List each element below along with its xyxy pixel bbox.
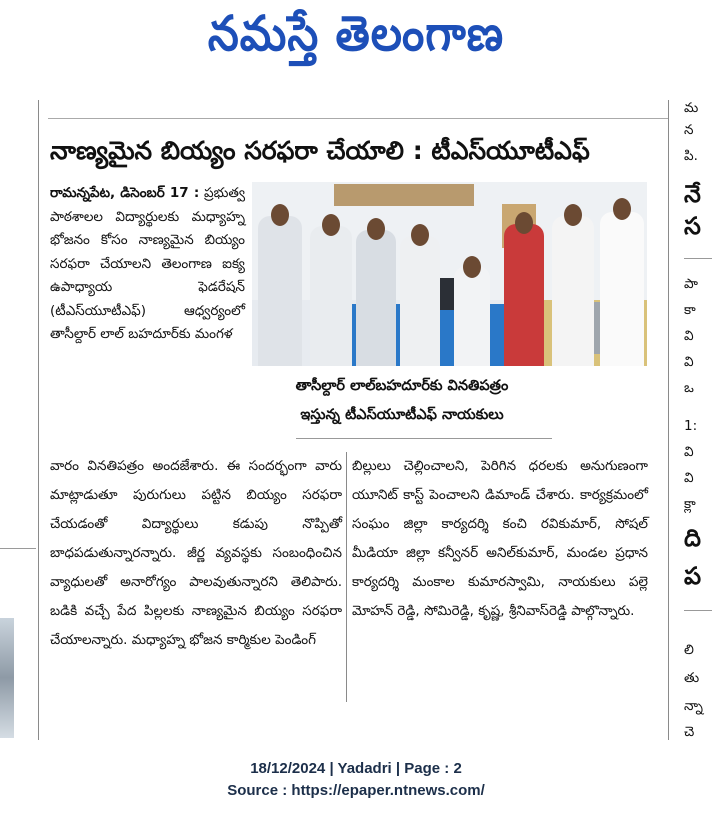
right-strip-line: స (684, 212, 701, 240)
article-column-1 (50, 182, 245, 347)
photo-person-3-head (367, 218, 385, 240)
right-strip-line: పా (684, 276, 698, 292)
photo-person-5-head (463, 256, 481, 278)
right-strip-line: పి. (684, 148, 698, 164)
right-strip-line: 1: (684, 418, 698, 434)
right-strip-line: న (684, 122, 694, 138)
article-column-3 (352, 452, 648, 626)
photo-person-5 (454, 266, 490, 366)
photo-person-6-head (515, 212, 533, 234)
photo-person-2 (310, 226, 352, 366)
photo-person-7 (552, 216, 594, 366)
article-column-2 (50, 452, 342, 655)
photo-person-4-head (411, 224, 429, 246)
right-strip-line: క్లా (684, 496, 696, 512)
right-strip-line: వి (684, 470, 694, 486)
right-strip-line: ఒ (684, 380, 694, 396)
divider (684, 610, 712, 611)
masthead (0, 0, 712, 80)
photo-person-7-head (564, 204, 582, 226)
photo-person-3 (356, 230, 396, 366)
left-column-rule (38, 100, 39, 740)
article-body-2: వారం వినతిపత్రం అందజేశారు. ఈ సందర్భంగా వారు మాట్లాడుతూ పురుగులు పట్టిన బియ్యం సరఫరా చేయడంతో విద్యార్థులు కడుపు నొప్పితో బాధపడుతున్నారన్నారు. జీర్ణ వ్యవస్థకు సంబంధించిన వ్యాధులతో అనారోగ్యం పాలవుతున్నారని తెలిపారు. బడికి వచ్చే పేద పిల్లలకు నాణ్యమైన బియ్యం సరఫరా చేయాలన్నారు. మధ్యాహ్న భోజన కార్మికుల పెండింగ్ (50, 458, 342, 648)
mid-column-rule (346, 452, 347, 702)
adjacent-article-right (684, 96, 712, 746)
right-strip-line: వి (684, 328, 694, 344)
caption-line-2: ఇస్తున్న టీఎస్‌యూటీఎఫ్ నాయకులు (300, 407, 504, 423)
photo-person-1-head (271, 204, 289, 226)
dateline: రామన్నపేట, డిసెంబర్ 17 : (50, 185, 200, 201)
right-strip-line: న్నా (684, 698, 703, 714)
caption-rule (296, 438, 552, 439)
source-link[interactable]: Source : https://epaper.ntnews.com/ (227, 782, 485, 799)
right-strip-line: లి (684, 642, 694, 658)
right-strip-line: మ (684, 100, 699, 116)
epaper-footer (0, 758, 712, 802)
headline-rule (48, 118, 668, 119)
photo-person-4 (400, 236, 440, 366)
divider (684, 258, 712, 259)
article-photo (252, 182, 647, 366)
article-body-3: బిల్లులు చెల్లించాలని, పెరిగిన ధరలకు అనుగుణంగా యూనిట్ కాస్ట్ పెంచాలని డిమాండ్ చేశారు. కార్యక్రమంలో సంఘం జిల్లా కార్యదర్శి కంచి రవికుమార్, సోషల్ మీడియా జిల్లా కన్వీనర్ అనిల్‌కుమార్, మండల ప్రధాన కార్యదర్శి మంకాల కుమారస్వామి, నాయకులు పల్లె మోహన్ రెడ్డి, సోమిరెడ్డి, కృష్ణ, శ్రీనివాస్‌రెడ్డి పాల్గొన్నారు. (352, 458, 648, 619)
right-strip-line: తు (684, 670, 700, 686)
right-strip-line: ది (684, 524, 701, 552)
article-headline: నాణ్యమైన బియ్యం సరఫరా చేయాలి : టీఎస్‌యూటీఎఫ్ (50, 136, 590, 165)
right-column-rule (668, 100, 669, 740)
edition-info: 18/12/2024 | Yadadri | Page : 2 (250, 760, 462, 777)
article-body-1: ప్రభుత్వ పాఠశాలల విద్యార్థులకు మధ్యాహ్న భోజనం కోసం నాణ్యమైన బియ్యం సరఫరా చేయాలని తెలంగాణ ఐక్య ఉపాధ్యాయ ఫెడరేషన్ (టీఎస్‌యూటీఎఫ్) ఆధ్వర్యంలో తాసీల్దార్ లాల్ బహదూర్‌కు మంగళ (50, 185, 245, 342)
photo-person-1 (258, 216, 302, 366)
right-strip-line: వి (684, 354, 694, 370)
photo-wall-frames (334, 184, 474, 206)
right-strip-line: నే (684, 180, 701, 208)
adjacent-photo-fragment (0, 618, 14, 738)
photo-person-2-head (322, 214, 340, 236)
right-strip-line: ప (684, 562, 702, 590)
divider (0, 548, 36, 549)
photo-caption (252, 372, 552, 436)
caption-line-1: తాసీల్దార్ లాల్‌బహదూర్‌కు వినతిపత్రం (295, 378, 509, 394)
adjacent-article-left (0, 100, 38, 740)
right-strip-line: చె (684, 724, 695, 740)
photo-person-8 (600, 212, 644, 366)
right-strip-line: కా (684, 302, 696, 318)
photo-person-6 (504, 224, 544, 366)
photo-person-8-head (613, 198, 631, 220)
right-strip-line: వి (684, 444, 694, 460)
newspaper-title: నమస్తే తెలంగాణ (207, 5, 505, 62)
